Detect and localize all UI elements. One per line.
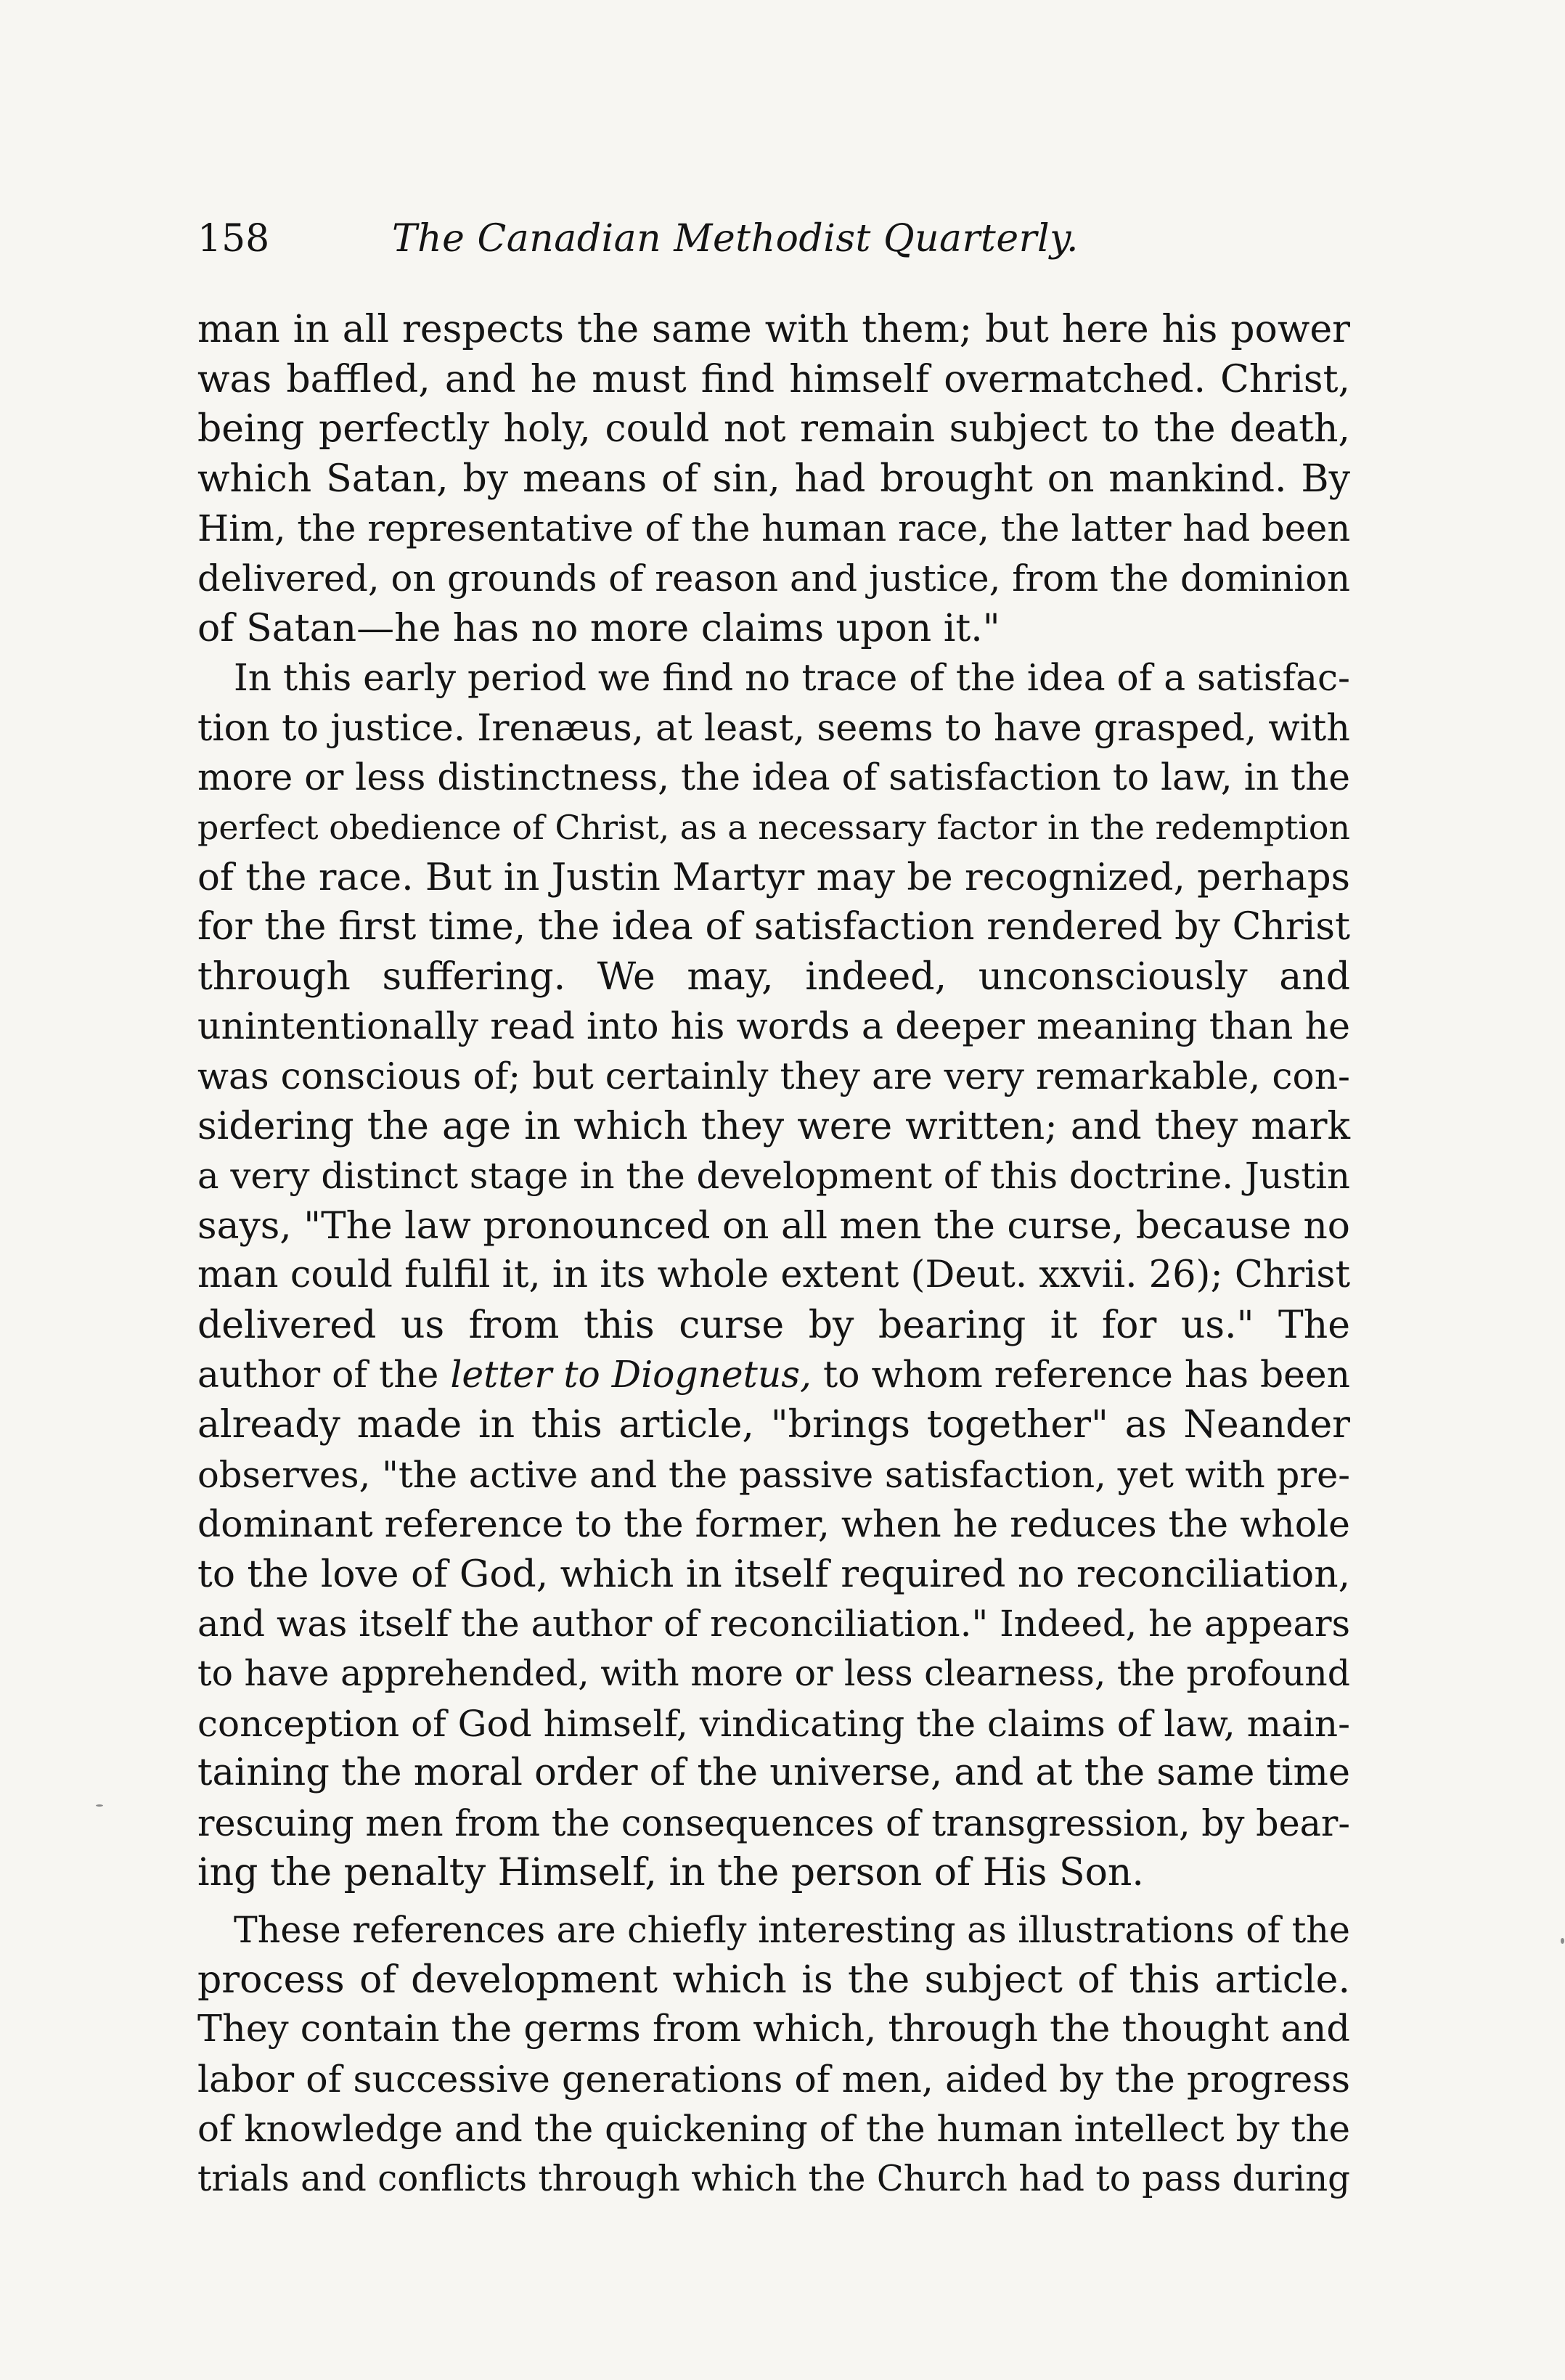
- text-line: of the race. But in Justin Martyr may be recognized, perhaps: [197, 855, 1350, 899]
- text-line: to the love of God, which in itself required no reconciliation,: [197, 1552, 1351, 1596]
- text-line: In this early period we find no trace of the idea of a satisfac-: [234, 656, 1350, 700]
- text-line: They contain the germs from which, through the thought and: [197, 2008, 1350, 2051]
- text-line: man in all respects the same with them; but here his power: [197, 308, 1350, 351]
- running-title: The Canadian Methodist Quarterly.: [392, 217, 1079, 261]
- text-line: sidering the age in which they were written; and they mark: [197, 1104, 1350, 1148]
- paragraph-gap: [197, 1898, 1350, 1905]
- text-line: was baffled, and he must find himself overmatched. Christ,: [197, 357, 1350, 401]
- text-line: process of development which is the subject of this article.: [197, 1958, 1350, 2002]
- text-line: and was itself the author of reconciliation." Indeed, he appears: [197, 1603, 1350, 1645]
- text-line-with-italic: [197, 1350, 1350, 1400]
- text-fragment: to whom reference has been: [811, 1353, 1350, 1396]
- text-line: being perfectly holy, could not remain subject to the death,: [197, 407, 1350, 451]
- text-line: of knowledge and the quickening of the human intellect by the: [197, 2108, 1351, 2151]
- text-line: more or less distinctness, the idea of satisfaction to law, in the: [197, 756, 1350, 799]
- text-line: was conscious of; but certainly they are very remarkable, con-: [197, 1054, 1350, 1097]
- text-line: tion to justice. Irenæus, at least, seems to have grasped, with: [197, 706, 1350, 749]
- text-line: perfect obedience of Christ, as a necessary factor in the redemption: [197, 807, 1350, 847]
- page-number: 158: [197, 217, 270, 261]
- text-line: already made in this article, "brings together" as Neander: [197, 1403, 1350, 1447]
- text-line: Him, the representative of the human race, the latter had been: [197, 507, 1351, 550]
- paragraph-2: [197, 653, 1350, 1898]
- text-line: a very distinct stage in the development of this doctrine. Justin: [197, 1155, 1350, 1198]
- scan-speck: [1561, 1938, 1564, 1944]
- text-line: says, "The law pronounced on all men the curse, because no: [197, 1203, 1350, 1248]
- text-line: taining the moral order of the universe, and at the same time: [197, 1751, 1350, 1795]
- body-text: [197, 305, 1350, 2204]
- text-line: rescuing men from the consequences of transgression, by bear-: [197, 1802, 1350, 1844]
- text-line: unintentionally read into his words a deeper meaning than he: [197, 1005, 1350, 1048]
- italic-title: letter to Diognetus,: [450, 1353, 812, 1396]
- text-fragment: author of the: [197, 1353, 451, 1396]
- text-line: delivered us from this curse by bearing it for us." The: [197, 1303, 1350, 1347]
- text-line: observes, "the active and the passive satisfaction, yet with pre-: [197, 1453, 1350, 1496]
- text-line: These references are chiefly interesting as illustrations of the: [234, 1909, 1350, 1951]
- text-line: of Satan—he has no more claims upon it.": [197, 606, 1000, 650]
- text-line: delivered, on grounds of reason and justice, from the dominion: [197, 557, 1350, 600]
- text-line: for the first time, the idea of satisfaction rendered by Christ: [197, 905, 1350, 949]
- text-line: man could fulfil it, in its whole extent (Deut. xxvii. 26); Christ: [197, 1254, 1351, 1297]
- running-header: [197, 213, 1366, 264]
- text-line: trials and conflicts through which the Church had to pass during: [197, 2158, 1350, 2199]
- scan-speck: [96, 1804, 103, 1807]
- text-line: ing the penalty Himself, in the person of His Son.: [197, 1851, 1144, 1895]
- paragraph-3: [197, 1905, 1350, 2204]
- text-line: dominant reference to the former, when he reduces the whole: [197, 1502, 1350, 1546]
- text-line: to have apprehended, with more or less clearness, the profound: [197, 1653, 1350, 1695]
- text-line: through suffering. We may, indeed, unconsciously and: [197, 954, 1350, 999]
- paragraph-1: [197, 305, 1350, 653]
- text-line: conception of God himself, vindicating the claims of law, main-: [197, 1702, 1350, 1745]
- text-line: which Satan, by means of sin, had brought on mankind. By: [197, 457, 1350, 501]
- text-line: labor of successive generations of men, aided by the progress: [197, 2057, 1350, 2101]
